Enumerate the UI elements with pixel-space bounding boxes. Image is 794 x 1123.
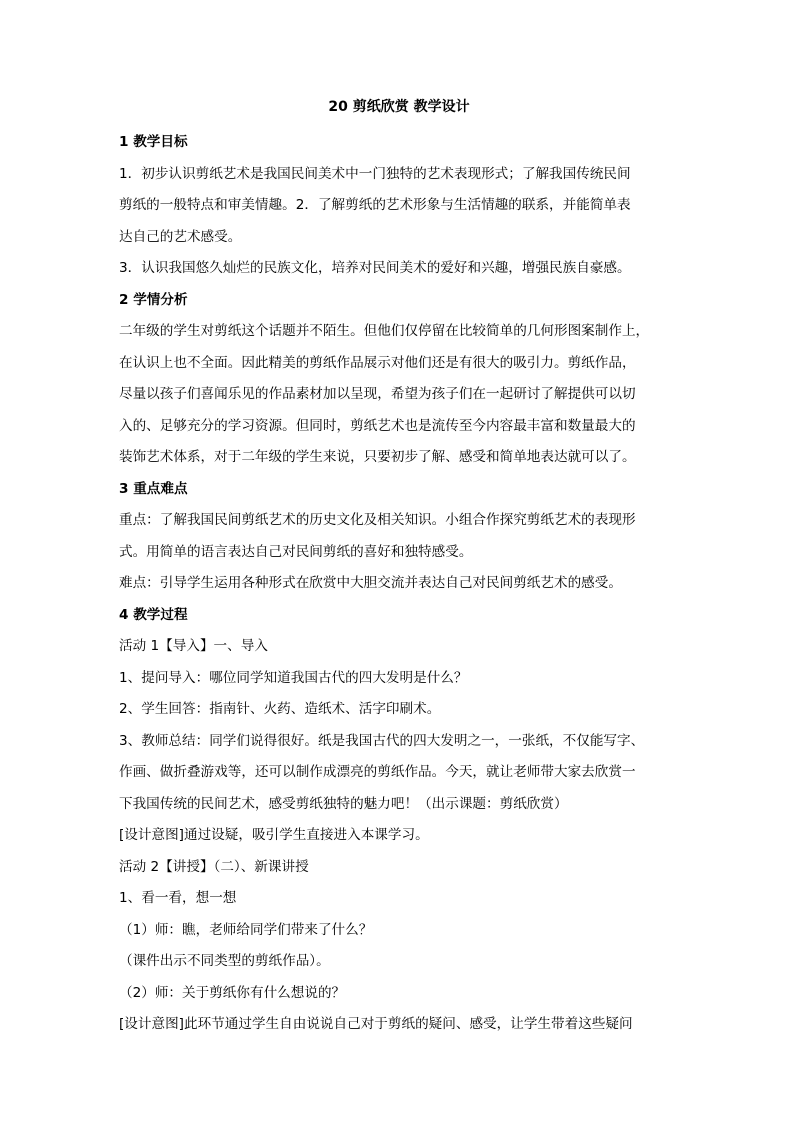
paragraph-line: （课件出示不同类型的剪纸作品）。 xyxy=(119,953,330,969)
section-heading: 3 重点难点 xyxy=(119,480,188,497)
paragraph-line: 难点：引导学生运用各种形式在欣赏中大胆交流并表达自己对民间剪纸艺术的感受。 xyxy=(119,575,622,591)
paragraph-line: 尽量以孩子们喜闻乐见的作品素材加以呈现，希望为孩子们在一起研讨了解提供可以切 xyxy=(119,386,636,402)
document-body xyxy=(119,127,679,1041)
paragraph-line: 重点：了解我国民间剪纸艺术的历史文化及相关知识。小组合作探究剪纸艺术的表现形 xyxy=(119,512,636,528)
paragraph-line: 1、提问导入：哪位同学知道我国古代的四大发明是什么？ xyxy=(119,669,468,686)
paragraph-line: [设计意图]通过设疑，吸引学生直接进入本课学习。 xyxy=(119,827,429,843)
paragraph-line: [设计意图]此环节通过学生自由说说自己对于剪纸的疑问、感受，让学生带着这些疑问 xyxy=(119,1016,633,1032)
paragraph-line: 1．初步认识剪纸艺术是我国民间美术中一门独特的艺术表现形式；了解我国传统民间 xyxy=(119,165,631,182)
paragraph-line: （2）师：关于剪纸你有什么想说的？ xyxy=(119,984,346,1001)
paragraph-line: 活动 2【讲授】（二）、新课讲授 xyxy=(119,858,309,875)
paragraph-line: 达自己的艺术感受。 xyxy=(119,228,242,245)
paragraph-line: 作画、做折叠游戏等，还可以制作成漂亮的剪纸作品。今天，就让老师带大家去欣赏一 xyxy=(119,764,636,780)
section-heading: 1 教学目标 xyxy=(119,134,188,150)
section-heading: 2 学情分析 xyxy=(119,291,188,308)
paragraph-line: 下我国传统的民间艺术，感受剪纸独特的魅力吧！（出示课题：剪纸欣赏） xyxy=(119,795,568,812)
section-heading: 4 教学过程 xyxy=(119,606,188,623)
paragraph-line: （1）师：瞧，老师给同学们带来了什么？ xyxy=(119,921,373,938)
paragraph-line: 入的、足够充分的学习资源。但同时，剪纸艺术也是流传至今内容最丰富和数量最大的 xyxy=(119,417,636,434)
paragraph-line: 2、学生回答：指南针、火药、造纸术、活字印刷术。 xyxy=(119,701,441,717)
paragraph-line: 在认识上也不全面。因此精美的剪纸作品展示对他们还是有很大的吸引力。剪纸作品， xyxy=(119,354,636,371)
paragraph-line: 3．认识我国悠久灿烂的民族文化，培养对民间美术的爱好和兴趣，增强民族自豪感。 xyxy=(119,260,631,276)
document-page xyxy=(119,96,679,1041)
paragraph-line: 装饰艺术体系，对于二年级的学生来说，只要初步了解、感受和简单地表达就可以了。 xyxy=(119,449,636,465)
paragraph-line: 3、教师总结：同学们说得很好。纸是我国古代的四大发明之一，一张纸，不仅能写字、 xyxy=(119,732,645,749)
paragraph-line: 1、看一看，想一想 xyxy=(119,890,237,906)
paragraph-line: 活动 1【导入】一、导入 xyxy=(119,638,268,654)
paragraph-line: 式。用简单的语言表达自己对民间剪纸的喜好和独特感受。 xyxy=(119,543,473,560)
document-title: 20 剪纸欣赏 教学设计 xyxy=(328,99,470,115)
paragraph-line: 剪纸的一般特点和审美情趣。2．了解剪纸的艺术形象与生活情趣的联系，并能简单表 xyxy=(119,197,631,213)
paragraph-line: 二年级的学生对剪纸这个话题并不陌生。但他们仅停留在比较简单的几何形图案制作上， xyxy=(119,323,650,339)
